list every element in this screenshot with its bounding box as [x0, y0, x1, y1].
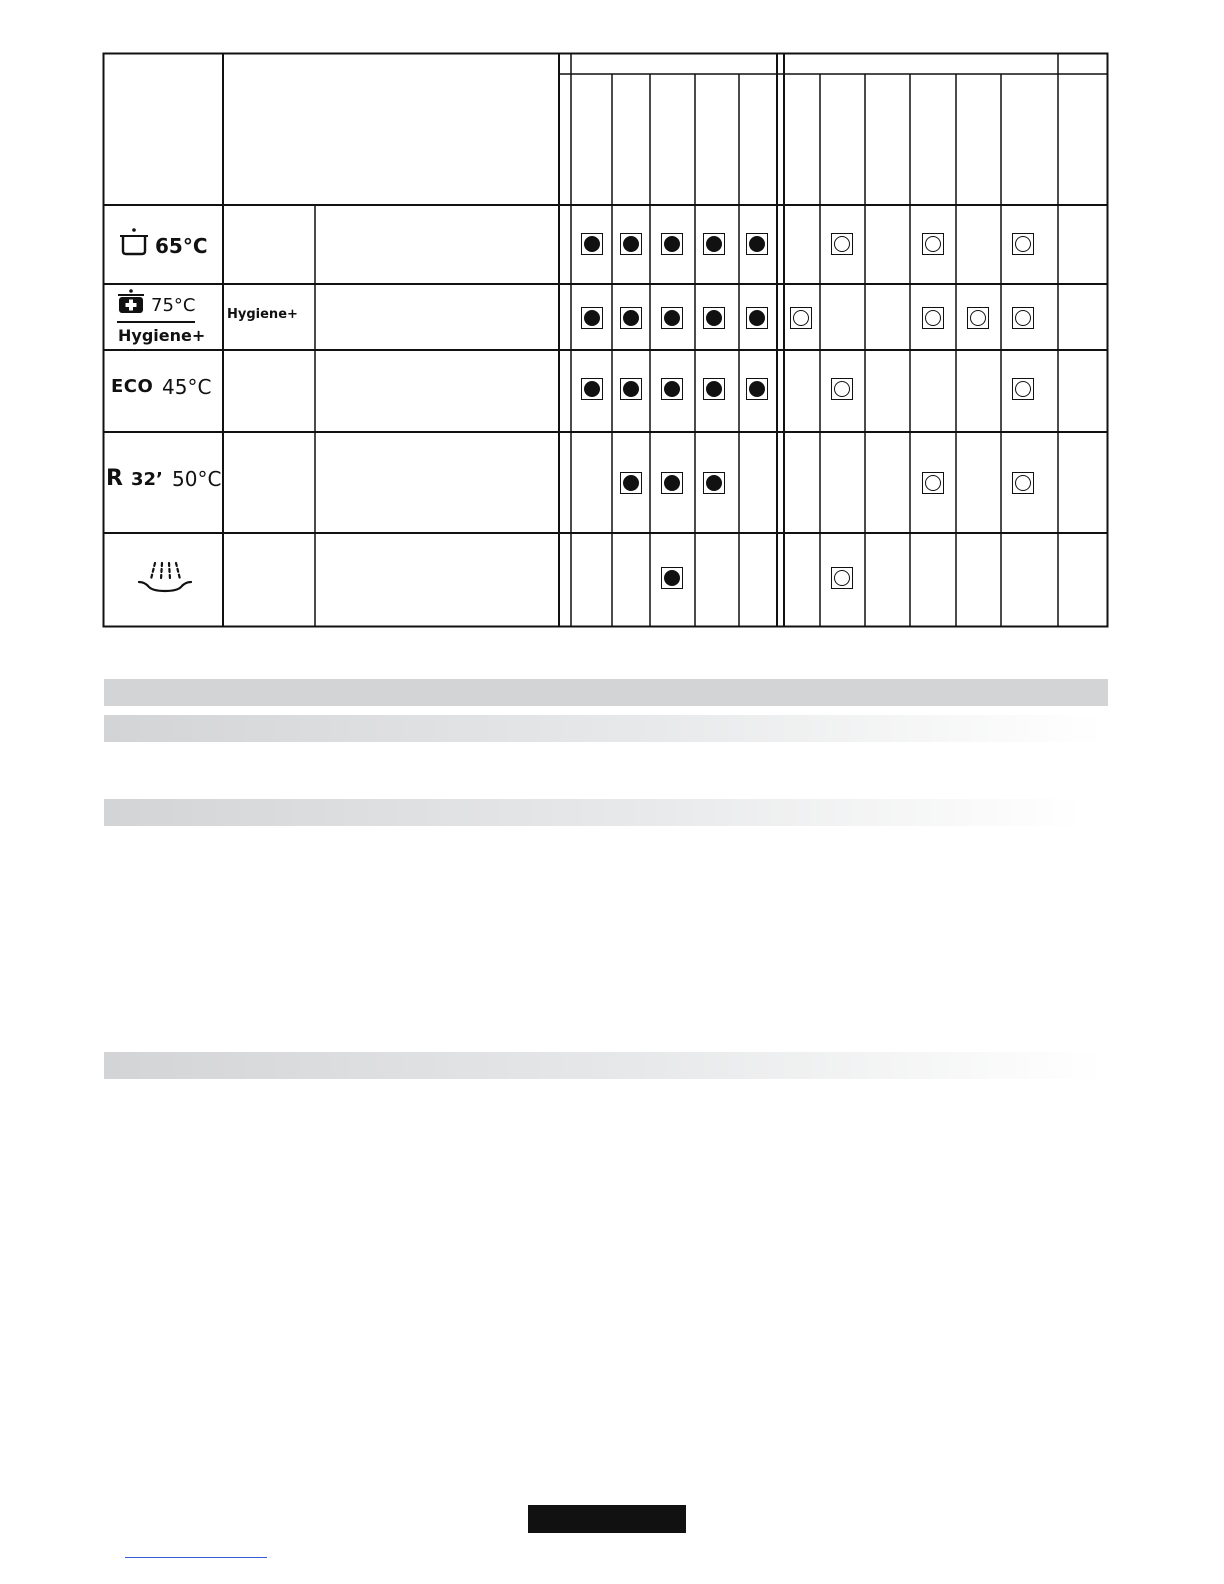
empty-marker	[790, 307, 812, 329]
section-band-3	[104, 799, 1084, 826]
filled-marker	[703, 233, 725, 255]
filled-marker	[661, 233, 683, 255]
row-temp: 75°C	[151, 295, 196, 316]
program-table	[103, 53, 1108, 627]
filled-marker	[703, 378, 725, 400]
filled-marker	[746, 307, 768, 329]
empty-marker	[922, 472, 944, 494]
empty-marker	[1012, 233, 1034, 255]
eco-icon: ECO	[111, 376, 154, 397]
row-duration: 32’	[131, 469, 163, 490]
filled-marker	[620, 233, 642, 255]
empty-marker	[831, 567, 853, 589]
filled-marker	[703, 472, 725, 494]
page-number-box	[528, 1505, 686, 1533]
filled-marker	[620, 307, 642, 329]
filled-marker	[746, 378, 768, 400]
row-sub-label: Hygiene+	[118, 326, 206, 345]
empty-marker	[1012, 472, 1034, 494]
footer-link-underline[interactable]	[125, 1557, 267, 1558]
filled-marker	[661, 378, 683, 400]
row-temp: 45°C	[162, 375, 212, 399]
empty-marker	[1012, 378, 1034, 400]
empty-marker	[922, 233, 944, 255]
empty-marker	[1012, 307, 1034, 329]
filled-marker	[661, 472, 683, 494]
filled-marker	[620, 472, 642, 494]
section-band-1	[104, 679, 1108, 706]
section-band-4	[104, 1052, 1104, 1079]
empty-marker	[831, 233, 853, 255]
filled-marker	[620, 378, 642, 400]
markers-layer	[103, 53, 1108, 627]
rapid-icon: R	[106, 466, 123, 491]
section-band-2	[104, 715, 1104, 742]
filled-marker	[703, 307, 725, 329]
filled-marker	[581, 307, 603, 329]
filled-marker	[746, 233, 768, 255]
filled-marker	[581, 233, 603, 255]
hygiene-label: Hygiene+	[227, 307, 298, 322]
filled-marker	[581, 378, 603, 400]
empty-marker	[967, 307, 989, 329]
row-temp: 50°C	[172, 467, 222, 491]
filled-marker	[661, 567, 683, 589]
empty-marker	[831, 378, 853, 400]
empty-marker	[922, 307, 944, 329]
row-temp: 65°C	[155, 234, 208, 258]
filled-marker	[661, 307, 683, 329]
